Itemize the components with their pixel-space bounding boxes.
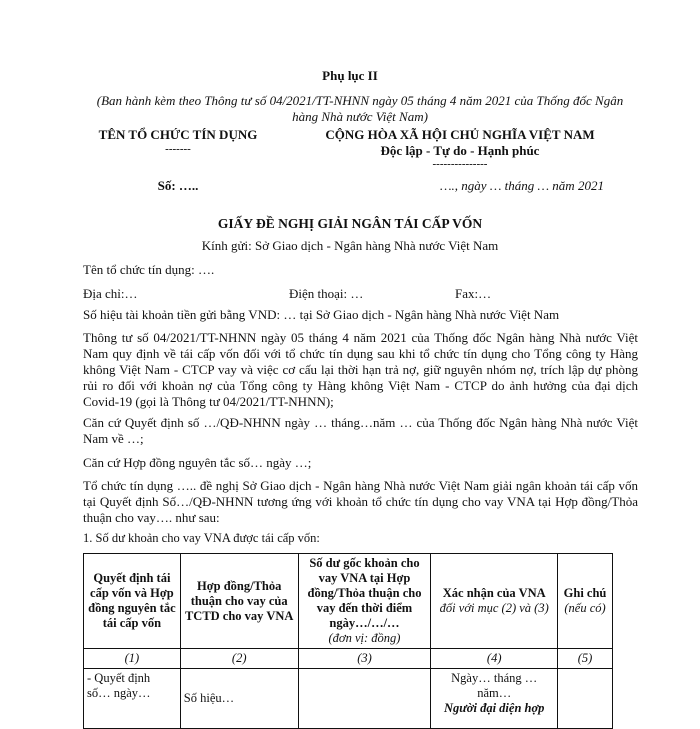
- left-header-rule: -------: [165, 143, 191, 155]
- column-number: (1): [84, 649, 181, 669]
- refinance-table: [83, 553, 613, 729]
- header-decision: Quyết định tái cấp vốn và Hợp đồng nguyên tắc tái cấp vốn: [84, 554, 181, 649]
- header-loan-contract: Hợp đồng/Thỏa thuận cho vay của TCTD cho vay VNA: [180, 554, 298, 649]
- confirmation-signer: Người đại diện hợp: [444, 701, 545, 715]
- paragraph-request: Tổ chức tín dụng ….. đề nghị Sở Giao dịch - Ngân hàng Nhà nước Việt Nam giải ngân khoản tái cấp vốn tại Quyết định Số…/QĐ-NHNN tương ứng với khoản tổ chức tín dụng cho vay VNA tại Hợp đồng/Thỏa thuận cho vay…. như sau:: [83, 478, 638, 525]
- motto: Độc lập - Tự do - Hạnh phúc: [380, 143, 540, 158]
- org-name-header: TÊN TỔ CHỨC TÍN DỤNG: [98, 127, 258, 142]
- address-field: Địa chỉ:…: [83, 286, 138, 301]
- date-line: …., ngày … tháng … năm 2021: [440, 178, 604, 193]
- nation-header: CỘNG HÒA XÃ HỘI CHỦ NGHĨA VIỆT NAM: [325, 127, 595, 142]
- paragraph-legal-basis: Thông tư số 04/2021/TT-NHNN ngày 05 tháng 4 năm 2021 của Thống đốc Ngân hàng Nhà nước Việt Nam quy định về tái cấp vốn đối với tổ chức tín dụng sau khi tổ chức tín dụng cho Tổng công ty Hàng không Việt Nam - CTCP vay và việc cơ cấu lại thời hạn trả nợ, giữ nguyên nhóm nợ, trích lập dự phòng rủi ro đối với khoản nợ của Tổng công ty Hàng không Việt Nam - CTCP do ảnh hưởng của đại dịch Covid-19 (gọi là Thông tư 04/2021/TT-NHNN);: [83, 330, 638, 409]
- appendix-title: Phụ lục II: [322, 68, 378, 83]
- table-row: [84, 669, 613, 729]
- addressee: Kính gửi: Sở Giao dịch - Ngân hàng Nhà nước Việt Nam: [201, 238, 499, 253]
- header-principal-balance: Số dư gốc khoản cho vay VNA tại Hợp đồng/Thỏa thuận cho vay đến thời điểm ngày…/…/… (đơn vị: đồng): [298, 554, 431, 649]
- account-field: Số hiệu tài khoản tiền gửi bằng VND: … tại Sở Giao dịch - Ngân hàng Nhà nước Việt Nam: [83, 307, 560, 322]
- table-header-row: [84, 554, 613, 649]
- right-header-rule: ---------------: [432, 158, 488, 170]
- document-number: Số: …..: [157, 178, 199, 193]
- header-note: Ghi chú (nếu có): [558, 554, 613, 649]
- header-vna-confirmation: Xác nhận của VNA đối với mục (2) và (3): [431, 554, 558, 649]
- phone-field: Điện thoại: …: [289, 286, 364, 301]
- document-title: GIẤY ĐỀ NGHỊ GIẢI NGÂN TÁI CẤP VỐN: [217, 216, 483, 231]
- cell-note: [558, 669, 613, 729]
- cell-loan-contract: Số hiệu…: [180, 669, 298, 729]
- column-number: (5): [558, 649, 613, 669]
- column-number: (2): [180, 649, 298, 669]
- column-number: (4): [431, 649, 558, 669]
- fax-field: Fax:…: [455, 286, 492, 301]
- paragraph-contract: Căn cứ Hợp đồng nguyên tắc số… ngày …;: [83, 455, 312, 470]
- cell-vna-confirmation: [431, 669, 558, 729]
- cell-decision: - Quyết định số… ngày…: [84, 669, 181, 729]
- confirmation-date: Ngày… tháng … năm…: [451, 671, 538, 700]
- section-1-heading: 1. Số dư khoản cho vay VNA được tái cấp vốn:: [83, 531, 320, 545]
- paragraph-decision: Căn cứ Quyết định số …/QĐ-NHNN ngày … tháng…năm … của Thống đốc Ngân hàng Nhà nước Việt Nam về …;: [83, 415, 638, 446]
- column-number: (3): [298, 649, 431, 669]
- appendix-note: (Ban hành kèm theo Thông tư số 04/2021/TT-NHNN ngày 05 tháng 4 năm 2021 của Thống đốc Ngân hàng Nhà nước Việt Nam): [96, 93, 624, 124]
- table-number-row: [84, 649, 613, 669]
- cell-principal-balance: [298, 669, 431, 729]
- org-name-field: Tên tổ chức tín dụng: ….: [83, 262, 215, 277]
